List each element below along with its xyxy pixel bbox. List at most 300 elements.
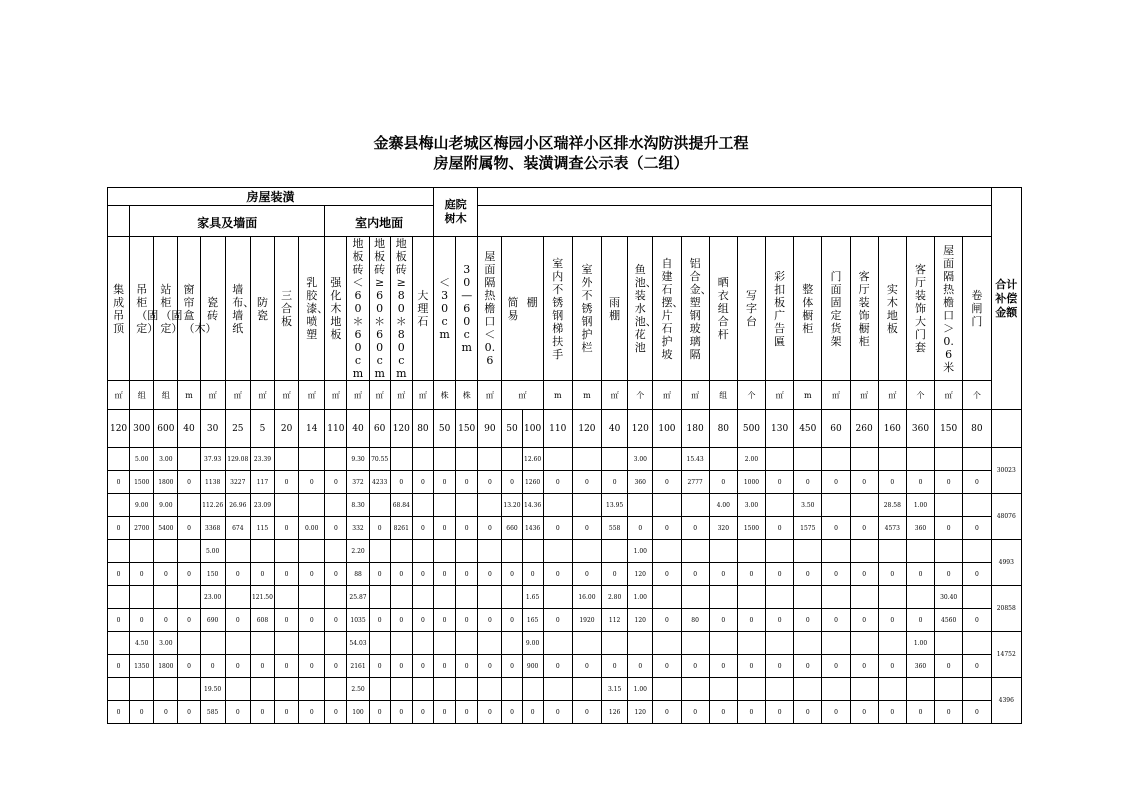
price-cell: 120	[572, 410, 601, 448]
quantity-cell	[178, 632, 200, 655]
quantity-cell	[709, 678, 737, 701]
quantity-cell	[794, 632, 822, 655]
quantity-cell	[709, 586, 737, 609]
unit-cell: ㎡	[369, 381, 390, 410]
unit-cell: 组	[709, 381, 737, 410]
amount-cell: 0	[963, 609, 991, 632]
quantity-cell	[178, 678, 200, 701]
amount-cell: 0	[456, 609, 478, 632]
amount-cell: 0	[369, 655, 390, 678]
quantity-cell: 68.84	[390, 494, 412, 517]
amount-cell: 0	[766, 471, 794, 494]
sub-blank	[108, 206, 130, 237]
amount-cell: 0	[502, 471, 522, 494]
quantity-cell	[275, 540, 299, 563]
amount-cell: 0	[154, 609, 178, 632]
unit-cell: 个	[963, 381, 991, 410]
amount-cell: 0	[602, 655, 628, 678]
amount-cell: 0	[543, 609, 572, 632]
amount-cell: 0	[681, 701, 709, 724]
quantity-cell	[653, 540, 681, 563]
quantity-cell	[478, 540, 502, 563]
unit-cell: ㎡	[478, 381, 502, 410]
amount-cell: 0	[325, 563, 347, 586]
quantity-cell: 12.60	[522, 448, 543, 471]
category-label: 整体橱柜	[802, 282, 814, 335]
quantity-cell	[737, 678, 765, 701]
amount-cell: 0	[522, 701, 543, 724]
amount-cell: 4560	[935, 609, 963, 632]
amount-cell: 0	[250, 701, 274, 724]
quantity-cell	[390, 540, 412, 563]
price-cell: 300	[130, 410, 154, 448]
quantity-cell: 9.00	[154, 494, 178, 517]
amount-cell: 0	[572, 701, 601, 724]
amount-cell: 900	[522, 655, 543, 678]
indoor-floor-label: 室内地面	[355, 215, 404, 230]
quantity-cell	[737, 586, 765, 609]
sub-blank-right	[478, 206, 991, 237]
quantity-cell	[275, 632, 299, 655]
amount-cell: 1035	[347, 609, 369, 632]
amount-cell: 0	[653, 517, 681, 540]
quantity-cell	[369, 632, 390, 655]
quantity-cell	[602, 448, 628, 471]
category-label: 自建石摆、片石护坡	[661, 256, 684, 361]
amount-cell: 0	[478, 471, 502, 494]
quantity-cell: 3.00	[628, 448, 653, 471]
amount-cell: 0	[434, 609, 456, 632]
quantity-cell	[299, 494, 325, 517]
price-cell: 110	[543, 410, 572, 448]
amount-cell: 0	[878, 563, 906, 586]
amount-cell: 0	[178, 655, 200, 678]
quantity-cell	[456, 540, 478, 563]
category-header	[850, 237, 878, 381]
amount-cell: 0	[766, 701, 794, 724]
amount-cell: 0	[434, 517, 456, 540]
quantity-cell	[154, 540, 178, 563]
quantity-cell	[390, 678, 412, 701]
amount-cell: 0	[275, 471, 299, 494]
amount-cell: 0	[412, 563, 433, 586]
category-label: 墙布、墙纸	[232, 282, 255, 335]
quantity-cell	[325, 540, 347, 563]
table-row-quantity	[108, 494, 1022, 517]
quantity-cell	[154, 678, 178, 701]
survey-table	[107, 187, 1022, 724]
amount-cell: 0	[456, 471, 478, 494]
quantity-cell: 4.50	[130, 632, 154, 655]
category-label: ＜30cm	[439, 276, 451, 341]
amount-cell: 0	[130, 701, 154, 724]
price-total-blank	[991, 410, 1021, 448]
quantity-cell	[628, 632, 653, 655]
table-row-quantity	[108, 678, 1022, 701]
amount-cell: 0	[225, 701, 250, 724]
category-label: 地板砖＜60＊60cm	[352, 237, 364, 380]
amount-cell: 0	[653, 609, 681, 632]
quantity-cell	[822, 448, 850, 471]
amount-cell: 0	[681, 517, 709, 540]
amount-cell: 690	[200, 609, 225, 632]
category-header	[412, 237, 433, 381]
amount-cell: 0	[963, 563, 991, 586]
amount-cell: 1500	[130, 471, 154, 494]
amount-cell: 0	[794, 655, 822, 678]
amount-cell: 0	[822, 609, 850, 632]
quantity-cell	[850, 494, 878, 517]
amount-cell: 0	[935, 471, 963, 494]
quantity-cell: 112.26	[200, 494, 225, 517]
category-label: 卷闸门	[971, 289, 983, 328]
table-row-quantity	[108, 540, 1022, 563]
quantity-cell	[572, 632, 601, 655]
quantity-cell	[681, 494, 709, 517]
price-cell: 50	[434, 410, 456, 448]
amount-cell: 0	[878, 701, 906, 724]
amount-cell: 0	[275, 609, 299, 632]
amount-cell: 1920	[572, 609, 601, 632]
quantity-cell	[543, 678, 572, 701]
category-header	[794, 237, 822, 381]
document-subtitle: 房屋附属物、装潢调查公示表（二组）	[433, 154, 689, 172]
quantity-cell	[456, 678, 478, 701]
quantity-cell	[299, 632, 325, 655]
quantity-cell	[299, 586, 325, 609]
category-label: 屋面隔热檐口＜0.6	[484, 250, 496, 367]
quantity-cell	[412, 494, 433, 517]
quantity-cell	[108, 632, 130, 655]
amount-cell: 0	[108, 701, 130, 724]
quantity-cell	[178, 494, 200, 517]
amount-cell: 1436	[522, 517, 543, 540]
amount-cell: 0	[299, 471, 325, 494]
category-header	[737, 237, 765, 381]
quantity-cell: 14.36	[522, 494, 543, 517]
quantity-cell: 1.00	[628, 540, 653, 563]
quantity-cell	[130, 586, 154, 609]
quantity-cell: 8.30	[347, 494, 369, 517]
amount-cell: 0	[412, 655, 433, 678]
category-label: 集成吊顶	[113, 282, 125, 335]
quantity-cell: 19.50	[200, 678, 225, 701]
amount-cell: 0	[456, 701, 478, 724]
quantity-cell	[108, 448, 130, 471]
amount-cell: 0	[653, 701, 681, 724]
price-cell: 120	[108, 410, 130, 448]
amount-cell: 0	[130, 563, 154, 586]
quantity-cell	[478, 678, 502, 701]
quantity-cell	[628, 494, 653, 517]
quantity-cell: 121.50	[250, 586, 274, 609]
amount-cell: 2161	[347, 655, 369, 678]
category-label: 室外不锈钢护栏	[581, 263, 593, 354]
category-header	[653, 237, 684, 381]
amount-cell: 0	[275, 517, 299, 540]
amount-cell: 0	[709, 471, 737, 494]
quantity-cell	[963, 678, 991, 701]
category-header	[681, 237, 712, 381]
quantity-cell: 9.30	[347, 448, 369, 471]
unit-cell: ㎡	[275, 381, 299, 410]
quantity-cell	[108, 540, 130, 563]
price-cell: 80	[963, 410, 991, 448]
amount-cell: 0	[906, 701, 934, 724]
amount-cell: 3227	[225, 471, 250, 494]
category-label: 地板砖≥60＊60cm	[374, 237, 386, 380]
amount-cell: 0	[178, 471, 200, 494]
amount-cell: 372	[347, 471, 369, 494]
amount-cell: 0	[390, 609, 412, 632]
unit-cell: 个	[737, 381, 765, 410]
quantity-cell	[794, 448, 822, 471]
unit-cell: ㎡	[325, 381, 347, 410]
amount-cell: 0	[681, 563, 709, 586]
amount-cell: 0	[325, 517, 347, 540]
quantity-cell	[681, 678, 709, 701]
unit-cell: ㎡	[502, 381, 543, 410]
amount-cell: 115	[250, 517, 274, 540]
quantity-cell	[794, 540, 822, 563]
quantity-cell	[250, 540, 274, 563]
amount-cell: 0	[522, 563, 543, 586]
quantity-cell	[369, 678, 390, 701]
amount-cell: 0	[478, 609, 502, 632]
household-total: 20858	[991, 586, 1021, 632]
category-label: 门面固定货架	[830, 269, 842, 348]
quantity-cell: 1.00	[906, 632, 934, 655]
amount-cell: 0	[275, 701, 299, 724]
amount-cell: 0	[412, 471, 433, 494]
amount-cell: 660	[502, 517, 522, 540]
quantity-cell: 1.00	[628, 678, 653, 701]
category-label: 吊柜（固定）	[136, 282, 159, 335]
category-label: 窗帘盒（木）	[183, 282, 217, 335]
category-label: 乳胶漆、喷塑	[306, 276, 329, 341]
category-header	[935, 237, 963, 381]
quantity-cell	[325, 494, 347, 517]
unit-cell: ㎡	[108, 381, 130, 410]
quantity-cell	[681, 586, 709, 609]
quantity-cell	[766, 586, 794, 609]
amount-cell: 0	[478, 655, 502, 678]
amount-cell: 0	[178, 563, 200, 586]
unit-cell: ㎡	[390, 381, 412, 410]
unit-cell: m	[572, 381, 601, 410]
quantity-cell	[434, 448, 456, 471]
quantity-cell	[794, 678, 822, 701]
quantity-cell	[275, 494, 299, 517]
price-cell: 40	[347, 410, 369, 448]
amount-cell: 0	[299, 563, 325, 586]
amount-cell: 0	[412, 701, 433, 724]
quantity-cell	[681, 540, 709, 563]
amount-cell: 0	[108, 563, 130, 586]
amount-cell: 0	[850, 517, 878, 540]
quantity-cell	[878, 632, 906, 655]
amount-cell: 0	[794, 471, 822, 494]
quantity-cell	[878, 586, 906, 609]
amount-cell: 0	[681, 655, 709, 678]
quantity-cell: 5.00	[130, 448, 154, 471]
table-row-amount	[108, 471, 1022, 494]
amount-cell: 674	[225, 517, 250, 540]
amount-cell: 0	[299, 655, 325, 678]
quantity-cell	[543, 448, 572, 471]
unit-cell: ㎡	[200, 381, 225, 410]
amount-cell: 0	[108, 517, 130, 540]
amount-cell: 0	[434, 701, 456, 724]
category-header	[325, 237, 347, 381]
amount-cell: 1800	[154, 655, 178, 678]
amount-cell: 0	[794, 701, 822, 724]
amount-cell: 0	[766, 563, 794, 586]
quantity-cell	[572, 678, 601, 701]
quantity-cell	[709, 632, 737, 655]
category-header	[628, 237, 657, 381]
quantity-cell	[850, 678, 878, 701]
amount-cell: 2777	[681, 471, 709, 494]
category-header	[225, 237, 255, 381]
category-header	[369, 237, 390, 381]
category-label: 大理石	[417, 289, 429, 328]
category-label: 雨棚	[609, 295, 621, 322]
quantity-cell	[108, 586, 130, 609]
amount-cell: 0	[225, 655, 250, 678]
price-cell: 130	[766, 410, 794, 448]
amount-cell: 0	[822, 517, 850, 540]
quantity-cell	[434, 586, 456, 609]
unit-cell: ㎡	[935, 381, 963, 410]
category-label: 鱼池、装水池、花池	[634, 263, 657, 354]
amount-cell: 0	[543, 655, 572, 678]
amount-cell: 2700	[130, 517, 154, 540]
quantity-cell: 16.00	[572, 586, 601, 609]
amount-cell: 0	[906, 609, 934, 632]
amount-cell: 0	[108, 471, 130, 494]
amount-cell: 120	[628, 563, 653, 586]
category-label: 三合板	[281, 289, 293, 328]
amount-cell: 0	[299, 609, 325, 632]
category-header	[347, 237, 369, 381]
category-header	[200, 237, 225, 381]
quantity-cell	[653, 448, 681, 471]
quantity-cell	[275, 448, 299, 471]
quantity-cell	[963, 586, 991, 609]
amount-cell: 0	[628, 655, 653, 678]
table-row-amount	[108, 701, 1022, 724]
quantity-cell	[434, 678, 456, 701]
quantity-cell	[456, 494, 478, 517]
unit-cell: 个	[628, 381, 653, 410]
table-row-amount	[108, 655, 1022, 678]
quantity-cell	[502, 632, 522, 655]
category-header	[434, 237, 456, 381]
table-row-quantity	[108, 448, 1022, 471]
amount-cell: 0.00	[299, 517, 325, 540]
amount-cell: 0	[325, 655, 347, 678]
price-cell: 120	[628, 410, 653, 448]
group-indoor-floor	[325, 206, 434, 237]
quantity-cell: 3.00	[154, 448, 178, 471]
quantity-cell	[412, 586, 433, 609]
category-header	[709, 237, 737, 381]
unit-cell: ㎡	[878, 381, 906, 410]
amount-cell: 1800	[154, 471, 178, 494]
amount-cell: 332	[347, 517, 369, 540]
unit-cell: 个	[906, 381, 934, 410]
quantity-cell	[935, 678, 963, 701]
amount-cell: 0	[602, 563, 628, 586]
unit-cell: 株	[434, 381, 456, 410]
category-header	[906, 237, 934, 381]
amount-cell: 0	[822, 471, 850, 494]
amount-cell: 117	[250, 471, 274, 494]
amount-cell: 608	[250, 609, 274, 632]
quantity-cell	[325, 586, 347, 609]
amount-cell: 0	[200, 655, 225, 678]
amount-cell: 0	[369, 701, 390, 724]
amount-cell: 0	[737, 655, 765, 678]
amount-cell: 0	[963, 517, 991, 540]
price-cell: 80	[709, 410, 737, 448]
household-total: 14752	[991, 632, 1021, 678]
quantity-cell	[543, 494, 572, 517]
quantity-cell	[766, 632, 794, 655]
quantity-cell	[325, 448, 347, 471]
quantity-cell: 2.80	[602, 586, 628, 609]
unit-cell: ㎡	[225, 381, 250, 410]
table-row-amount	[108, 517, 1022, 540]
amount-cell: 0	[906, 563, 934, 586]
quantity-cell	[275, 678, 299, 701]
amount-cell: 0	[850, 471, 878, 494]
amount-cell: 0	[369, 609, 390, 632]
amount-cell: 80	[681, 609, 709, 632]
price-cell: 600	[154, 410, 178, 448]
amount-cell: 0	[850, 655, 878, 678]
quantity-cell	[850, 448, 878, 471]
category-header	[130, 237, 159, 381]
quantity-cell	[766, 678, 794, 701]
unit-cell: ㎡	[653, 381, 681, 410]
amount-cell: 0	[737, 563, 765, 586]
unit-cell: ㎡	[766, 381, 794, 410]
quantity-cell	[572, 448, 601, 471]
amount-cell: 0	[325, 471, 347, 494]
category-label: 屋面隔热檐口＞0.6米	[943, 243, 955, 374]
amount-cell: 0	[850, 609, 878, 632]
quantity-cell	[653, 494, 681, 517]
amount-cell: 0	[412, 609, 433, 632]
quantity-cell	[412, 448, 433, 471]
quantity-cell	[822, 540, 850, 563]
amount-cell: 0	[225, 609, 250, 632]
category-label: 客厅装饰大门套	[914, 263, 926, 354]
household-total: 4396	[991, 678, 1021, 724]
category-header	[299, 237, 329, 381]
quantity-cell	[299, 540, 325, 563]
amount-cell: 0	[434, 655, 456, 678]
quantity-cell: 26.96	[225, 494, 250, 517]
quantity-cell	[369, 540, 390, 563]
category-header	[572, 237, 601, 381]
quantity-cell	[822, 632, 850, 655]
amount-cell: 0	[766, 609, 794, 632]
quantity-cell: 2.00	[737, 448, 765, 471]
quantity-cell: 13.20	[502, 494, 522, 517]
